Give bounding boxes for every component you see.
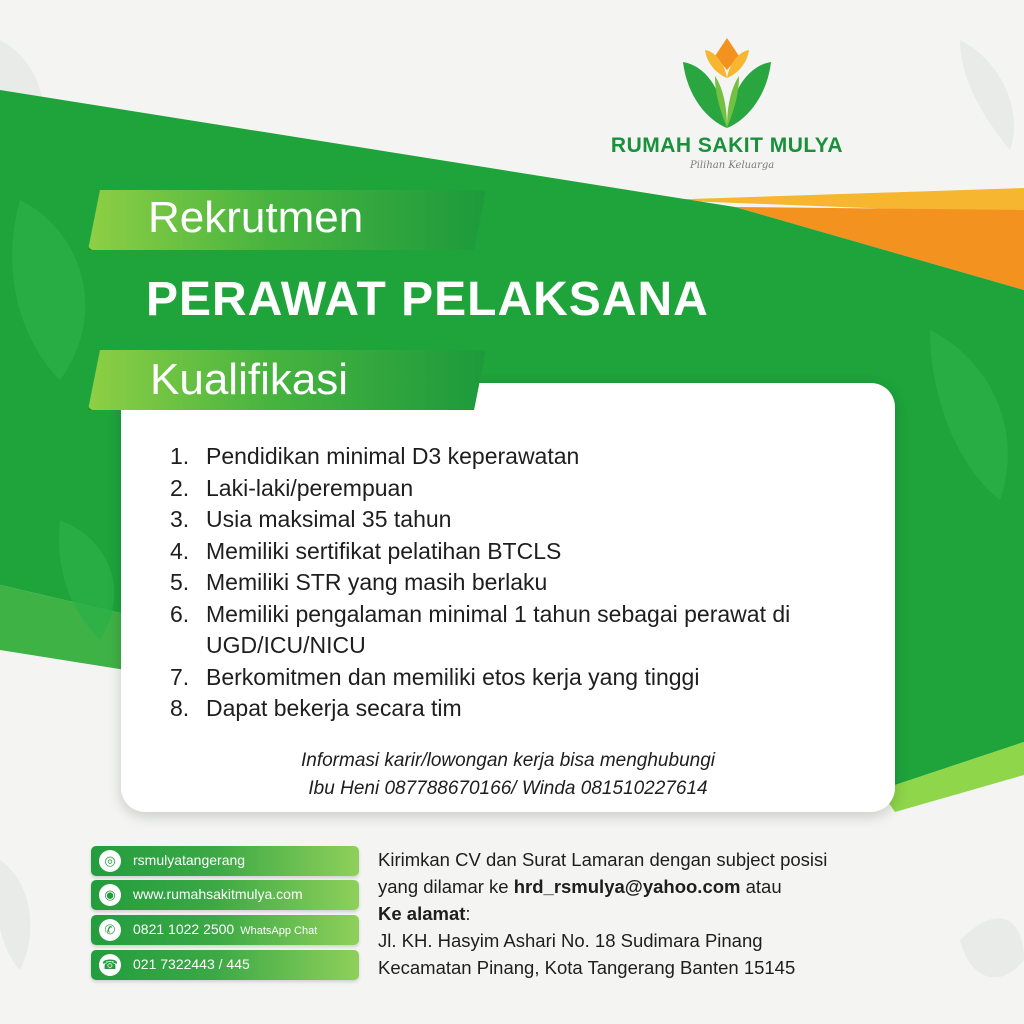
list-item: 8. Dapat bekerja secara tim bbox=[170, 695, 462, 721]
recruitment-label: Rekrutmen bbox=[148, 193, 364, 242]
address-line1: Jl. KH. Hasyim Ashari No. 18 Sudimara Pinang bbox=[378, 930, 763, 951]
apply-email[interactable]: hrd_rsmulya@yahoo.com bbox=[513, 876, 741, 897]
hospital-logo bbox=[592, 36, 862, 186]
list-item: 1. Pendidikan minimal D3 keperawatan bbox=[170, 443, 580, 469]
instagram-contact[interactable]: ◎ rsmulyatangerang bbox=[91, 846, 359, 876]
recruitment-banner bbox=[88, 190, 486, 250]
list-item: 3. Usia maksimal 35 tahun bbox=[170, 506, 452, 532]
whatsapp-icon: ✆ bbox=[99, 919, 121, 941]
whatsapp-contact[interactable]: ✆ 0821 1022 2500 WhatsApp Chat bbox=[91, 915, 359, 945]
position-title: PERAWAT PELAKSANA bbox=[146, 273, 709, 326]
qualification-label: Kualifikasi bbox=[150, 355, 349, 404]
phone-icon: ☎ bbox=[99, 954, 121, 976]
contact-note bbox=[121, 747, 895, 803]
contact-note-line1: Informasi karir/lowongan kerja bisa menghubungi bbox=[300, 750, 715, 771]
web-icon: ◉ bbox=[99, 884, 121, 906]
list-item: 6. Memiliki pengalaman minimal 1 tahun sebagai perawat di UGD/ICU/NICU bbox=[170, 600, 791, 658]
hospital-tagline: Pilihan Keluarga bbox=[690, 160, 775, 171]
instagram-icon: ◎ bbox=[99, 850, 121, 872]
list-item: 4. Memiliki sertifikat pelatihan BTCLS bbox=[170, 537, 562, 564]
qualification-banner bbox=[88, 350, 486, 410]
phone-contact[interactable]: ☎ 021 7322443 / 445 bbox=[91, 950, 359, 980]
address-line2: Kecamatan Pinang, Kota Tangerang Banten 15145 bbox=[378, 957, 796, 978]
website-contact[interactable]: ◉ www.rumahsakitmulya.com bbox=[91, 880, 359, 910]
leaf-logo-icon bbox=[677, 36, 777, 132]
apply-instructions: Kirimkan CV dan Surat Lamaran dengan subject posisi yang dilamar ke hrd_rsmulya@yahoo.com atau Ke alamat: Jl. KH. Hasyim Ashari No. 18 Sudimara Pinang Kecamatan Pinang, Kota Tangerang Banten 15145 bbox=[378, 846, 978, 981]
qualification-list bbox=[170, 441, 866, 725]
list-item: 2. Laki-laki/perempuan bbox=[170, 474, 414, 501]
list-item: 7. Berkomitmen dan memiliki etos kerja yang tinggi bbox=[170, 663, 700, 690]
list-item: 5. Memiliki STR yang masih berlaku bbox=[170, 569, 548, 595]
contact-note-line2: Ibu Heni 087788670166/ Winda 081510227614 bbox=[308, 778, 708, 799]
hospital-name: RUMAH SAKIT MULYA bbox=[610, 134, 844, 157]
